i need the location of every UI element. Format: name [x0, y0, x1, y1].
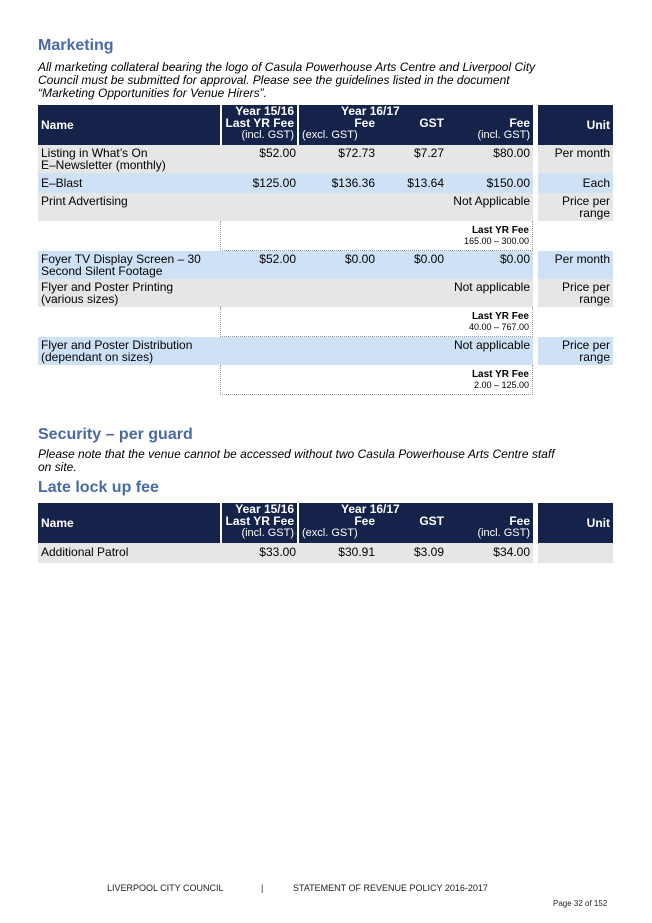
last-year-range-row	[38, 221, 613, 251]
gst-label: GST	[419, 116, 444, 130]
marketing-intro-line: Council must be submitted for approval. Please see the guidelines listed in the document	[38, 73, 510, 87]
last-yr-fee-range: 2.00 – 125.00	[473, 380, 529, 390]
row-last-fee: $125.00	[220, 173, 299, 193]
marketing-heading: Marketing	[38, 37, 114, 54]
year-prev-label: Year 15/16	[235, 502, 294, 516]
col-unit-header: Unit	[538, 503, 613, 543]
table-header-row	[38, 105, 613, 145]
row-name: E–Blast	[38, 173, 220, 193]
last-yr-fee-range: 40.00 – 767.00	[468, 322, 529, 332]
security-note	[38, 448, 613, 474]
row-unit: Price per range	[538, 279, 613, 307]
excl-gst-label: (excl. GST)	[302, 527, 358, 539]
row-status: Not Applicable	[220, 193, 533, 221]
security-heading: Security – per guard	[38, 426, 193, 443]
last-year-range-row	[38, 307, 613, 337]
row-unit: Per month	[538, 251, 613, 279]
row-name: Print Advertising	[38, 193, 220, 221]
row-fee-excl: $72.73	[299, 145, 378, 173]
row-status: Not applicable	[220, 337, 533, 365]
page-number: Page 32 of 152	[553, 899, 608, 908]
col-fee-incl-header	[447, 105, 533, 145]
row-fee-incl: $0.00	[447, 251, 533, 279]
gst-label: GST	[419, 514, 444, 528]
row-gst: $7.27	[378, 145, 447, 173]
table-row	[38, 193, 613, 221]
row-last-fee: $52.00	[220, 145, 299, 173]
marketing-intro-line: “Marketing Opportunities for Venue Hirers”.	[38, 86, 267, 100]
last-yr-fee-label: Last YR Fee	[471, 311, 529, 322]
last-yr-fee-label: Last YR Fee	[471, 225, 529, 236]
last-yr-fee-label: Last YR Fee	[225, 116, 294, 130]
marketing-intro	[38, 61, 613, 100]
row-fee-incl: $80.00	[447, 145, 533, 173]
row-unit: Price per range	[538, 193, 613, 221]
col-last-year-header	[220, 105, 299, 145]
row-unit: Each	[538, 173, 613, 193]
last-year-range	[220, 365, 533, 395]
col-fee-incl-header	[447, 503, 533, 543]
row-name: Additional Patrol	[38, 543, 220, 563]
col-name-header: Name	[38, 105, 220, 145]
security-note-line: on site.	[38, 460, 77, 474]
year-prev-label: Year 15/16	[235, 104, 294, 118]
footer-separator: |	[261, 883, 264, 893]
footer-doc-title: STATEMENT OF REVENUE POLICY 2016-2017	[293, 883, 488, 893]
table-row	[38, 543, 613, 563]
row-fee-excl: $30.91	[299, 543, 378, 563]
last-yr-fee-label: Last YR Fee	[225, 514, 294, 528]
last-year-range-row	[38, 365, 613, 395]
row-gst: $0.00	[378, 251, 447, 279]
row-gst: $3.09	[378, 543, 447, 563]
year-curr-label: Year 16/17	[341, 502, 400, 516]
security-note-line: Please note that the venue cannot be accessed without two Casula Powerhouse Arts Centre staff	[38, 447, 555, 461]
col-unit-header: Unit	[538, 105, 613, 145]
table-row	[38, 279, 613, 307]
table-row	[38, 145, 613, 173]
table-header-row	[38, 503, 613, 543]
col-last-year-header	[220, 503, 299, 543]
row-unit: Price per range	[538, 337, 613, 365]
fee-label: Fee	[354, 116, 375, 130]
incl-gst-label: (incl. GST)	[477, 129, 530, 141]
late-lock-heading: Late lock up fee	[38, 479, 159, 496]
fee-incl-label: Fee	[509, 116, 530, 130]
incl-gst-label: (incl. GST)	[241, 129, 294, 141]
table-row	[38, 251, 613, 279]
last-year-range	[220, 307, 533, 337]
col-name-header: Name	[38, 503, 220, 543]
marketing-fee-table	[38, 105, 613, 395]
late-lock-fee-table	[38, 503, 613, 563]
incl-gst-label: (incl. GST)	[477, 527, 530, 539]
fee-incl-label: Fee	[509, 514, 530, 528]
fee-label: Fee	[354, 514, 375, 528]
last-yr-fee-range: 165.00 – 300.00	[463, 236, 529, 246]
table-row	[38, 173, 613, 193]
row-fee-incl: $34.00	[447, 543, 533, 563]
incl-gst-label: (incl. GST)	[241, 527, 294, 539]
row-last-fee: $33.00	[220, 543, 299, 563]
marketing-intro-line: All marketing collateral bearing the logo of Casula Powerhouse Arts Centre and Liverpool City	[38, 60, 536, 74]
row-fee-excl: $0.00	[299, 251, 378, 279]
row-fee-excl: $136.36	[299, 173, 378, 193]
table-row	[38, 337, 613, 365]
footer-org: LIVERPOOL CITY COUNCIL	[107, 883, 224, 893]
last-yr-fee-label: Last YR Fee	[471, 369, 529, 380]
row-name: Foyer TV Display Screen – 30 Second Silent Footage	[38, 251, 220, 279]
row-status: Not applicable	[220, 279, 533, 307]
last-year-range	[220, 221, 533, 251]
row-name: Flyer and Poster Printing (various sizes)	[38, 279, 220, 307]
row-unit: Per month	[538, 145, 613, 173]
row-name: Listing in What’s On E–Newsletter (monthly)	[38, 145, 220, 173]
row-fee-incl: $150.00	[447, 173, 533, 193]
excl-gst-label: (excl. GST)	[302, 129, 358, 141]
row-gst: $13.64	[378, 173, 447, 193]
year-curr-label: Year 16/17	[341, 104, 400, 118]
row-unit	[538, 543, 613, 563]
row-name: Flyer and Poster Distribution (dependant on sizes)	[38, 337, 220, 365]
row-last-fee: $52.00	[220, 251, 299, 279]
